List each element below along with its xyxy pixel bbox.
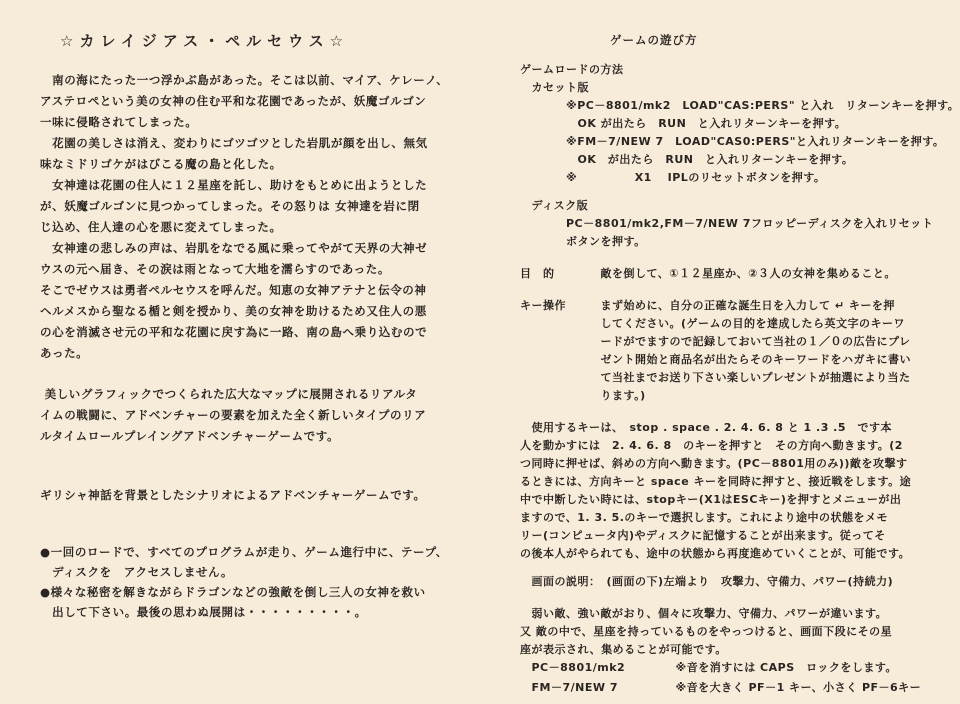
story-line: 味なミドリゴケがはびこる魔の島と化した。 [40,157,282,171]
disk-line: PC－8801/mk2,FM－7/NEW 7フロッピーディスクを入れリセット [520,217,934,230]
disk-line: ボタンを押す。 [520,235,646,248]
keyop-line: ゼント開始と商品名が出たらそのキーワードをハガキに書い [520,353,911,366]
enemy-line: 弱い敵、強い敵がおり、個々に攻撃力、守備力、パワーが違います。 [520,607,888,620]
story-line: 女神達の悲しみの声は、岩肌をなでる風に乗ってやがて天界の大神ゼ [40,241,428,255]
load-line: ※ X1 IPLのリセットボタンを押す。 [520,171,826,184]
keys-line: リー(コンピュータ内)やディスクに記憶することが出来ます。従ってそ [520,529,886,542]
keys-line: 人を動かすには 2. 4. 6. 8 のキーを押すと その方向へ動きます。(2 [520,439,903,452]
story-line: 女神達は花園の住人に１２星座を託し、助けをもとめに出ようとした [40,178,428,192]
keys-line: つ同時に押せば、斜めの方向へ動きます。(PC－8801用のみ))敵を攻撃す [520,457,908,470]
story-line: 花園の美しさは消え、変わりにゴツゴツとした岩肌が顔を出し、無気 [40,136,428,150]
howto-title: ゲームの遊び方 [610,33,698,47]
keys-line: の後本人がやられても、途中の状態から再度進めていくことが、可能です。 [520,547,911,560]
intro-line: イムの戦闘に、アドベンチャーの要素を加えた全く新しいタイプのリア [40,408,427,422]
game-title: ☆カレイジアス・ペルセウス☆ [60,32,350,50]
story-line: 南の海にたった一つ浮かぶ島があった。そこは以前、マイア、ケレーノ、 [40,73,449,87]
story-line: あった。 [40,346,89,360]
greek-myth-text: ギリシャ神話を背景としたシナリオによるアドベンチャーゲームです。 [40,488,426,502]
story-line: ヘルメスから聖なる楯と剣を授かり、美の女神を助けるため又住人の悪 [40,304,427,318]
load-line: OK が出たら RUN と入れリターンキーを押す。 [520,153,854,166]
sound-line: FM－7/NEW 7 ※音を大きく PF－1 キー、小さく PF－6キー [520,681,922,694]
story-line: ウスの元へ届き、その涙は雨となって大地を濡らすのであった。 [40,262,390,276]
story-line: じ込め、住人達の心を悪に変えてしまった。 [40,220,282,234]
keyop-line: キー操作 まず始めに、自分の正確な誕生日を入力して ↵ キーを押 [520,299,895,312]
sound-line: PC－8801/mk2 ※音を消すには CAPS ロックをします。 [520,661,898,674]
story-line: 一味に侵略されてしまった。 [40,115,198,129]
story-line: の心を消滅させ元の平和な花園に戻す為に一路、南の島へ乗り込むので [40,325,428,339]
enemy-line: 又 敵の中で、星座を持っているものをやっつけると、画面下段にその星 [520,625,893,638]
note-line: ●様々な秘密を解きながらドラゴンなどの強敵を倒し三人の女神を救い [40,585,426,599]
goal-line: 目 的 敵を倒して、①１２星座か、②３人の女神を集めること。 [520,267,896,280]
note-line: ●一回のロードで、すべてのプログラムが走り、ゲーム進行中に、テープ、 [40,545,448,559]
enemy-line: 座が表示され、集めることが可能です。 [520,643,727,656]
intro-line: ルタイムロールプレイングアドベンチャーゲームです。 [40,429,340,443]
keyop-line: ります。) [520,389,646,402]
keys-line: 使用するキーは、 stop . space . 2. 4. 6. 8 と 1 .3 .5 です本 [520,421,893,434]
note-line: ディスクを アクセスしません。 [40,565,234,579]
load-line: カセット版 [520,81,589,94]
keys-line: ますので、1. 3. 5.のキーで選択します。これにより途中の状態をメモ [520,511,889,524]
story-line: が、妖魔ゴルゴンに見つかってしまった。その怒りは 女神達を岩に閉 [40,199,420,213]
keys-line: るときには、方向キーと space キーを同時に押すと、接近戦をします。途 [520,475,912,488]
note-line: 出して下さい。最後の思わぬ展開は・・・・・・・・・。 [40,605,367,619]
load-line: ※FM－7/NEW 7 LOAD"CAS0:PERS"と入れリターンキーを押す。 [520,135,945,148]
story-line: アステロペという美の女神の住む平和な花園であったが、妖魔ゴルゴン [40,94,427,108]
screen-description: 画面の説明： (画面の下)左端より 攻撃力、守備力、パワー(持続力) [520,575,894,588]
load-line: ゲームロードの方法 [520,63,624,76]
load-line: ※PC－8801/mk2 LOAD"CAS:PERS" と入れ リターンキーを押す。 [520,99,960,112]
disk-line: ディスク版 [520,199,589,212]
keys-line: 中で中断したい時には、stopキー(X1はESCキー)を押すとメニューが出 [520,493,902,506]
keyop-line: ードがでますので記録しておいて当社の１／０の広告にプレ [520,335,911,348]
intro-line: 美しいグラフィックでつくられた広大なマップに展開されるリアルタ [40,387,418,401]
story-line: そこでゼウスは勇者ペルセウスを呼んだ。知恵の女神アテナと伝令の神 [40,283,427,297]
load-line: OK が出たら RUN と入れリターンキーを押す。 [520,117,847,130]
keyop-line: て当社までお送り下さい楽しいプレゼントが抽選により当た [520,371,911,384]
right-page [480,0,960,704]
keyop-line: してください。(ゲームの目的を達成したら英文字のキーワ [520,317,906,330]
